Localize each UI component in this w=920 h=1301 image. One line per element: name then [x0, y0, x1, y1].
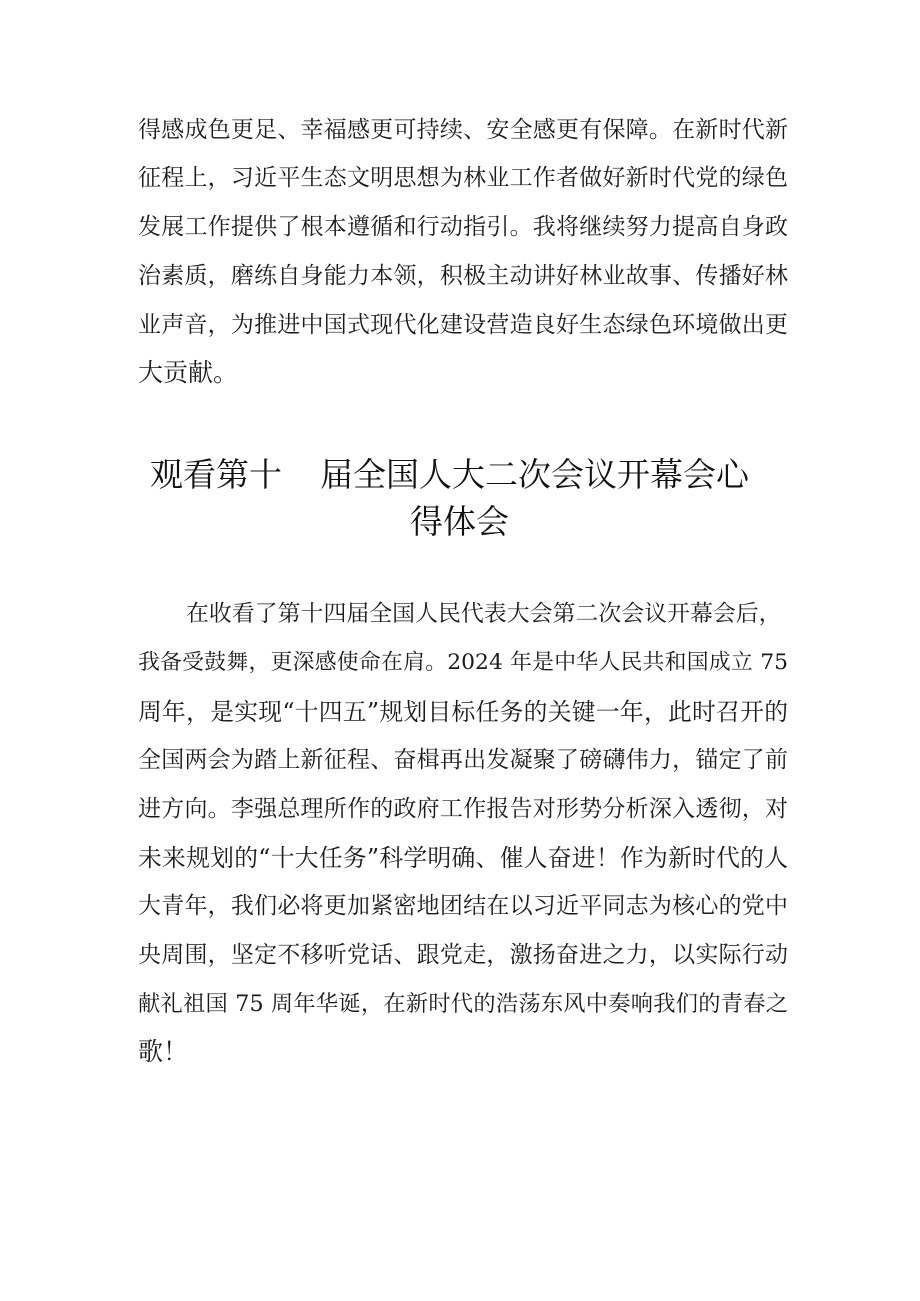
article-title-part1: 观看第十 — [150, 455, 282, 494]
prev-paragraph-line: 大贡献。 — [138, 358, 239, 387]
body-paragraph-line: 央周围，坚定不移听党话、跟党走，激扬奋进之力，以实际行动 — [138, 942, 788, 968]
body-paragraph-line: 歌！ — [138, 1037, 189, 1066]
body-paragraph-line: 周年，是实现“十四五”规划目标任务的关键一年，此时召开的 — [138, 698, 788, 726]
prev-paragraph-line: 得感成色更足、幸福感更可持续、安全感更有保障。在新时代新 — [138, 117, 788, 143]
prev-paragraph-line: 发展工作提供了根本遵循和行动指引。我将继续努力提高自身政 — [138, 214, 788, 240]
prev-paragraph-line: 治素质，磨练自身能力本领，积极主动讲好林业故事、传播好林 — [138, 263, 788, 289]
article-title-part2: 届全国人大二次会议开幕会心 — [320, 455, 749, 494]
body-paragraph-line: 献礼祖国 75 周年华诞，在新时代的浩荡东风中奏响我们的青春之 — [138, 991, 788, 1017]
body-paragraph-line: 在收看了第十四届全国人民代表大会第二次会议开幕会后， — [186, 601, 782, 627]
prev-paragraph-line: 业声音，为推进中国式现代化建设营造良好生态绿色环境做出更 — [138, 312, 788, 338]
body-paragraph-line: 未来规划的“十大任务”科学明确、催人奋进！作为新时代的人 — [138, 844, 788, 872]
body-paragraph-line: 大青年，我们必将更加紧密地团结在以习近平同志为核心的党中 — [138, 893, 788, 919]
body-paragraph-line: 我备受鼓舞，更深感使命在肩。2024 年是中华人民共和国成立 75 — [138, 650, 788, 675]
prev-paragraph-line: 征程上，习近平生态文明思想为林业工作者做好新时代党的绿色 — [138, 165, 788, 191]
body-paragraph-line: 全国两会为踏上新征程、奋楫再出发凝聚了磅礴伟力，锚定了前 — [138, 747, 788, 773]
body-paragraph-line: 进方向。李强总理所作的政府工作报告对形势分析深入透彻，对 — [138, 796, 788, 822]
article-title-line2: 得体会 — [410, 502, 509, 541]
